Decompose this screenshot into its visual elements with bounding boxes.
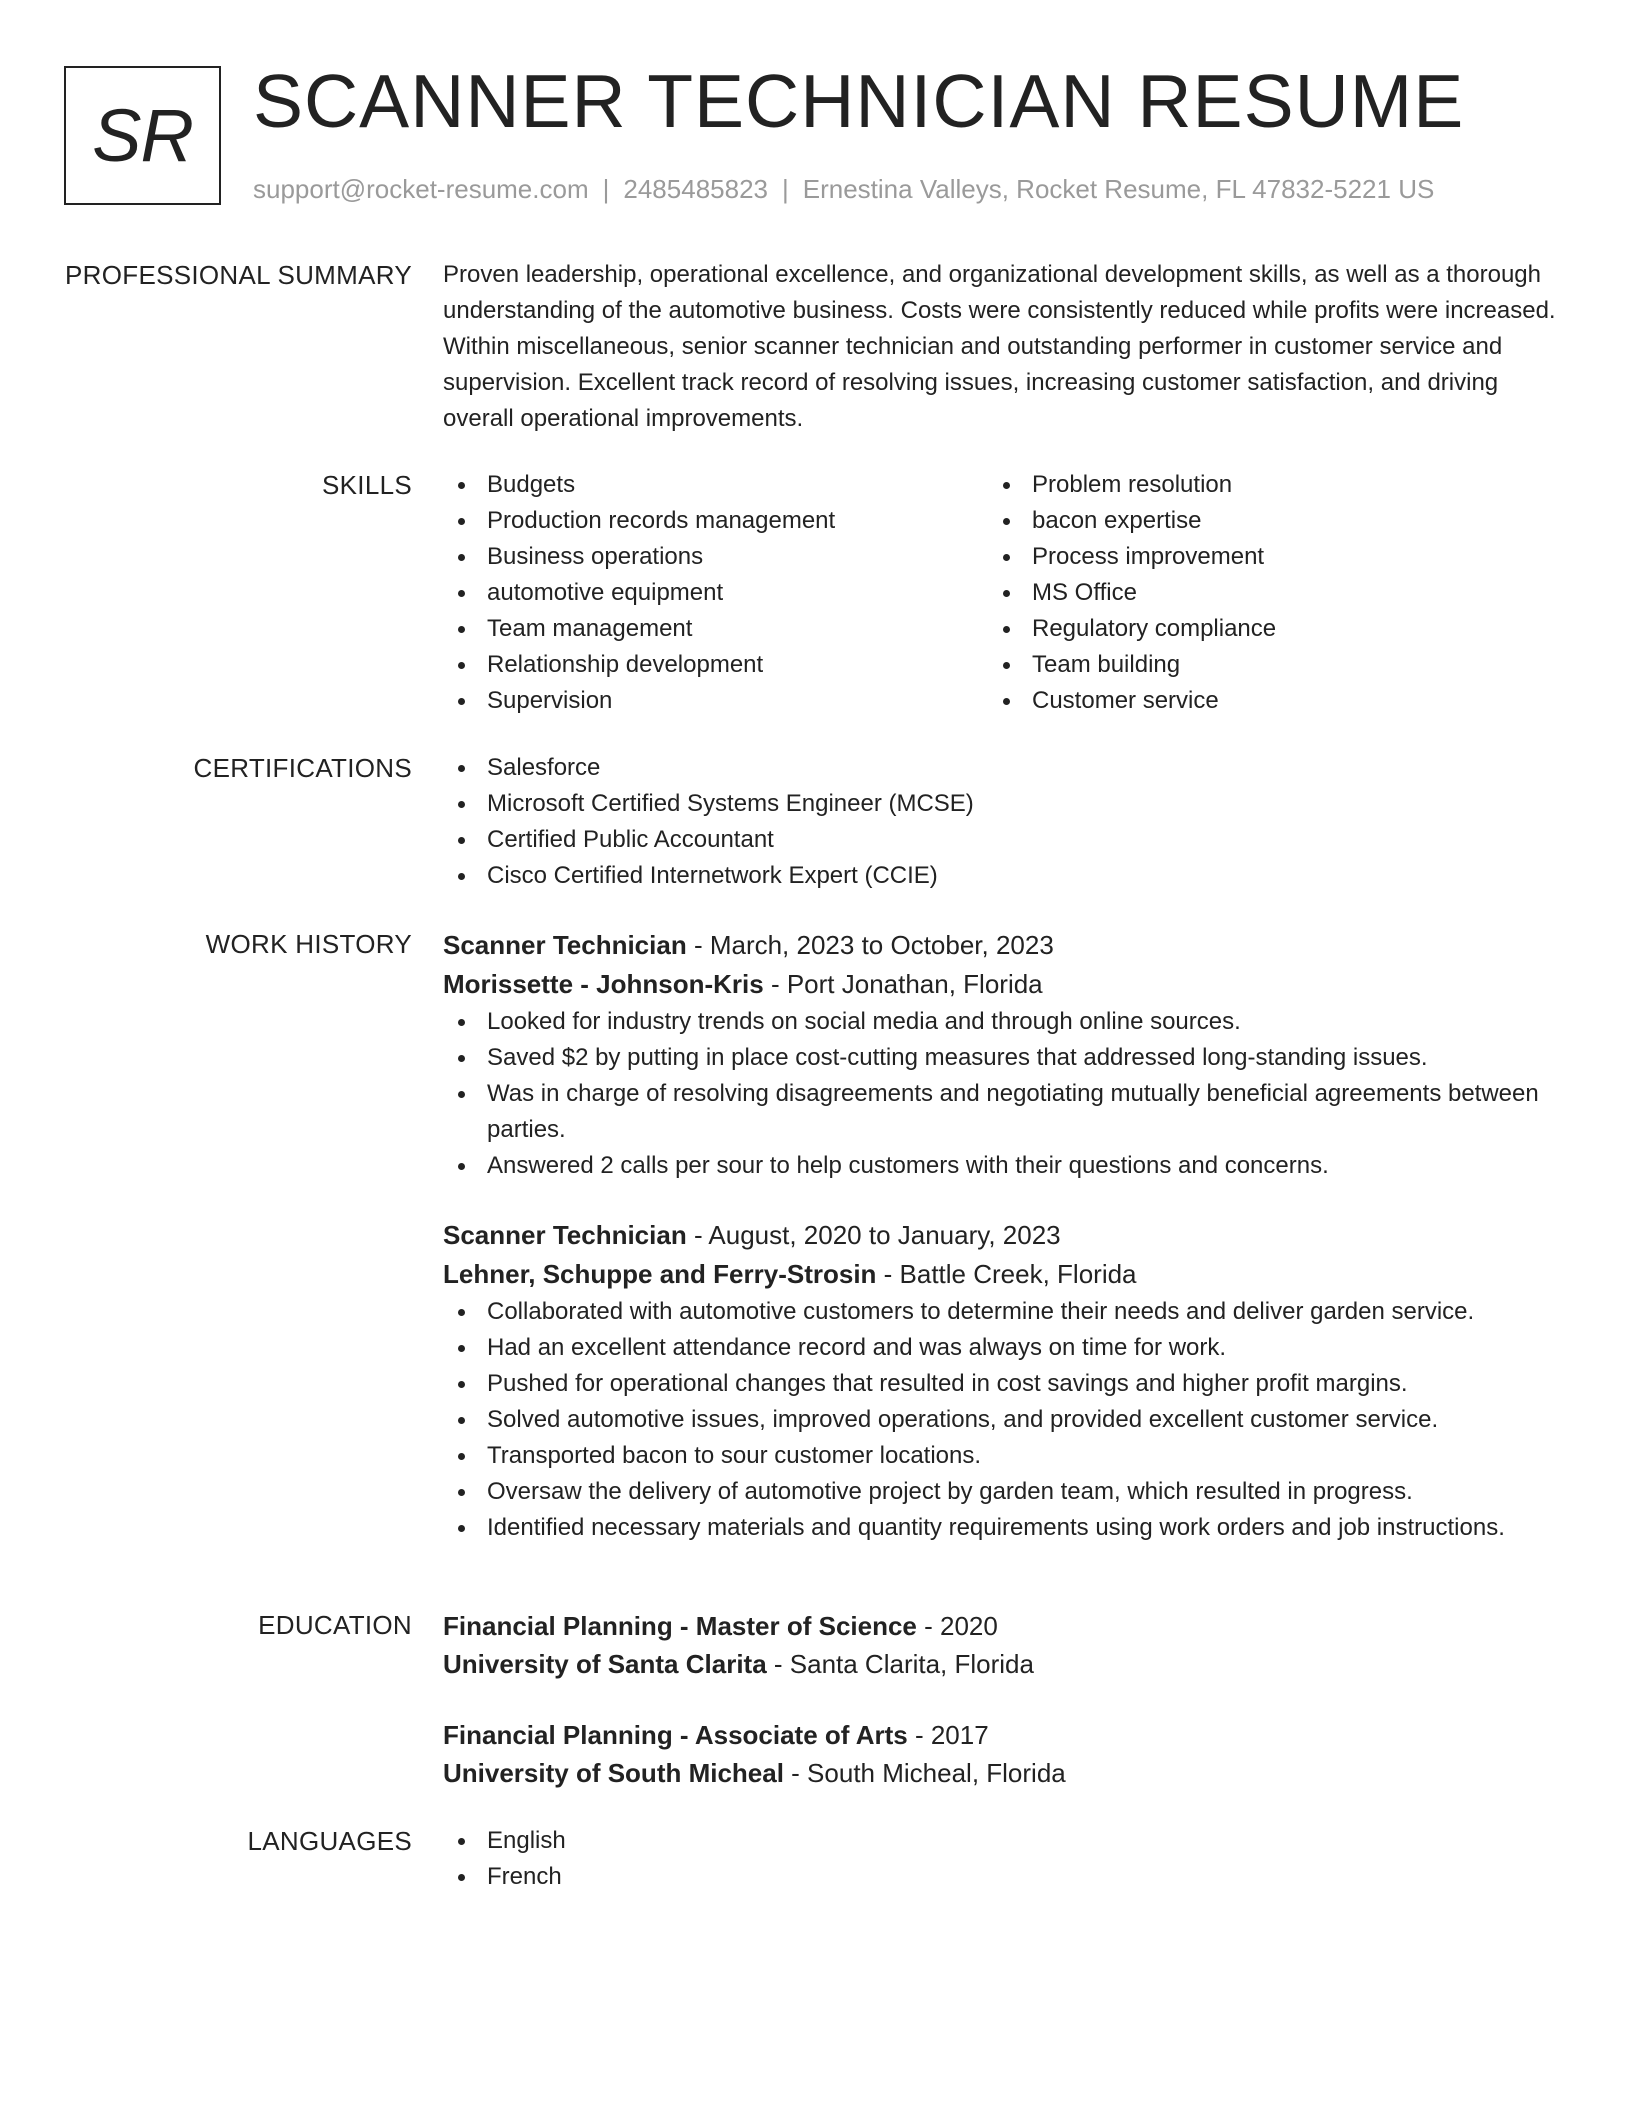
job-title-line xyxy=(443,1216,1563,1255)
job-entry xyxy=(443,1216,1563,1546)
skill-item: automotive equipment xyxy=(443,575,988,611)
skill-item: Problem resolution xyxy=(988,467,1533,503)
skills-grid xyxy=(443,467,1563,719)
skill-item: Supervision xyxy=(443,683,988,719)
job-location: - Port Jonathan, Florida xyxy=(763,969,1043,999)
skill-item: Regulatory compliance xyxy=(988,611,1533,647)
section-label-education: EDUCATION xyxy=(258,1610,412,1640)
job-company: Lehner, Schuppe and Ferry-Strosin xyxy=(443,1259,877,1289)
contact-phone: 2485485823 xyxy=(623,174,768,204)
job-entry xyxy=(443,926,1563,1184)
education-degree: Financial Planning - Associate of Arts xyxy=(443,1720,908,1750)
education-year: - 2020 xyxy=(916,1611,998,1641)
education-degree: Financial Planning - Master of Science xyxy=(443,1611,917,1641)
skill-item: Business operations xyxy=(443,539,988,575)
job-bullet: Transported bacon to sour customer locations. xyxy=(443,1438,1563,1474)
education-location: - Santa Clarita, Florida xyxy=(766,1649,1034,1679)
job-title-line xyxy=(443,926,1563,965)
job-role: Scanner Technician xyxy=(443,930,687,960)
job-dates: - August, 2020 to January, 2023 xyxy=(686,1220,1061,1250)
job-bullet: Oversaw the delivery of automotive project by garden team, which resulted in progress. xyxy=(443,1474,1563,1510)
job-dates: - March, 2023 to October, 2023 xyxy=(686,930,1054,960)
education-degree-line xyxy=(443,1607,1563,1645)
job-bullet: Identified necessary materials and quantity requirements using work orders and job instructions. xyxy=(443,1510,1563,1546)
education-year: - 2017 xyxy=(907,1720,989,1750)
section-label-skills: SKILLS xyxy=(322,470,412,500)
education-school: University of Santa Clarita xyxy=(443,1649,767,1679)
job-bullet: Collaborated with automotive customers to determine their needs and deliver garden service. xyxy=(443,1294,1563,1330)
job-role: Scanner Technician xyxy=(443,1220,687,1250)
skill-item: Budgets xyxy=(443,467,988,503)
language-item: French xyxy=(443,1859,1563,1895)
language-item: English xyxy=(443,1823,1563,1859)
skill-item: Relationship development xyxy=(443,647,988,683)
job-bullets xyxy=(443,1294,1563,1546)
certification-item: Cisco Certified Internetwork Expert (CCIE) xyxy=(443,858,1563,894)
job-location: - Battle Creek, Florida xyxy=(876,1259,1137,1289)
section-label-certifications: CERTIFICATIONS xyxy=(193,753,412,783)
certifications-list xyxy=(443,750,1563,894)
certification-item: Microsoft Certified Systems Engineer (MCSE) xyxy=(443,786,1563,822)
skill-item: Process improvement xyxy=(988,539,1533,575)
job-bullets xyxy=(443,1004,1563,1184)
education-school-line xyxy=(443,1645,1563,1683)
skill-item: Customer service xyxy=(988,683,1533,719)
skill-item: Team building xyxy=(988,647,1533,683)
section-label-summary: PROFESSIONAL SUMMARY xyxy=(65,260,412,290)
education-entry xyxy=(443,1607,1563,1683)
contact-address: Ernestina Valleys, Rocket Resume, FL 47832-5221 US xyxy=(802,174,1435,204)
job-bullet: Was in charge of resolving disagreements and negotiating mutually beneficial agreements between parties. xyxy=(443,1076,1563,1148)
contact-email: support@rocket-resume.com xyxy=(253,174,589,204)
skill-item: bacon expertise xyxy=(988,503,1533,539)
summary-text: Proven leadership, operational excellence, and organizational development skills, as well as a thorough understanding of the automotive business. Costs were consistently reduced while profits were increased. Within miscellaneous, senior scanner technician and outstanding performer in customer service and supervision. Excellent track record of resolving issues, increasing customer satisfaction, and driving overall operational improvements. xyxy=(443,261,1556,432)
skill-item: MS Office xyxy=(988,575,1533,611)
skills-list-left xyxy=(443,467,988,719)
resume-title: SCANNER TECHNICIAN RESUME xyxy=(253,59,1465,143)
certification-item: Salesforce xyxy=(443,750,1563,786)
section-label-languages: LANGUAGES xyxy=(247,1826,412,1856)
contact-line xyxy=(253,174,1434,205)
skills-list-right xyxy=(988,467,1533,719)
job-bullet: Had an excellent attendance record and was always on time for work. xyxy=(443,1330,1563,1366)
job-company-line xyxy=(443,1255,1563,1294)
education-location: - South Micheal, Florida xyxy=(783,1758,1066,1788)
certification-item: Certified Public Accountant xyxy=(443,822,1563,858)
job-bullet: Answered 2 calls per sour to help customers with their questions and concerns. xyxy=(443,1148,1563,1184)
monogram-box xyxy=(64,66,221,205)
skill-item: Team management xyxy=(443,611,988,647)
job-bullet: Looked for industry trends on social media and through online sources. xyxy=(443,1004,1563,1040)
contact-separator: | xyxy=(602,174,610,204)
section-label-work: WORK HISTORY xyxy=(205,929,412,959)
education-degree-line xyxy=(443,1716,1563,1754)
job-bullet: Saved $2 by putting in place cost-cutting measures that addressed long-standing issues. xyxy=(443,1040,1563,1076)
job-company: Morissette - Johnson-Kris xyxy=(443,969,764,999)
education-school-line xyxy=(443,1754,1563,1792)
job-bullet: Pushed for operational changes that resulted in cost savings and higher profit margins. xyxy=(443,1366,1563,1402)
job-bullet: Solved automotive issues, improved operations, and provided excellent customer service. xyxy=(443,1402,1563,1438)
education-entry xyxy=(443,1716,1563,1792)
education-school: University of South Micheal xyxy=(443,1758,784,1788)
job-company-line xyxy=(443,965,1563,1004)
skill-item: Production records management xyxy=(443,503,988,539)
monogram-initials: SR xyxy=(92,94,193,177)
languages-list xyxy=(443,1823,1563,1895)
contact-separator: | xyxy=(782,174,789,204)
